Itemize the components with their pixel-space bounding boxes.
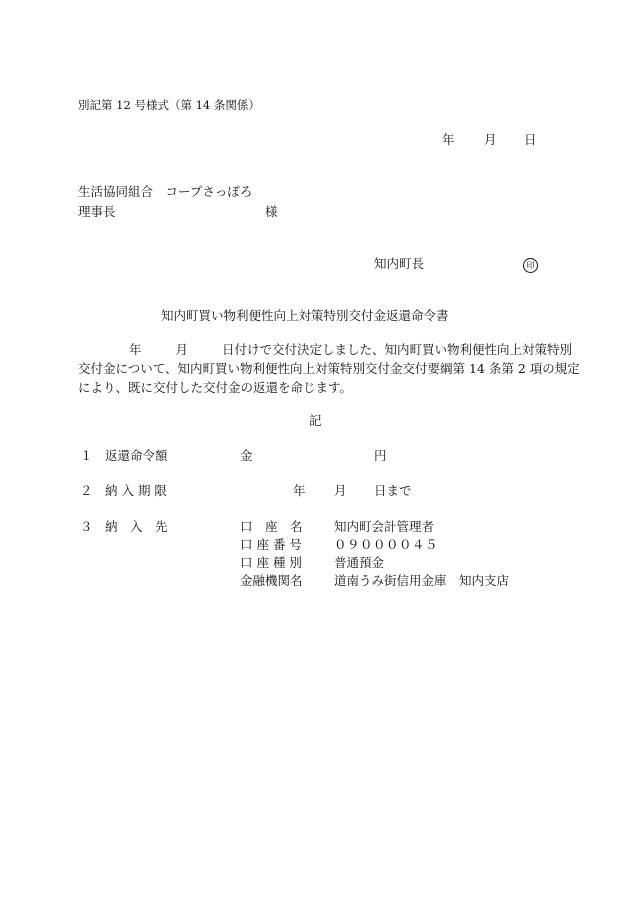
item2-day-until: 日まで <box>374 483 412 498</box>
seal-icon: 印 <box>523 258 538 273</box>
form-id: 別記第 12 号様式（第 14 条関係） <box>78 98 260 112</box>
item2-number: ２ <box>80 483 93 498</box>
item1-yen: 円 <box>374 448 387 463</box>
account-number-value: ０９００００４５ <box>334 537 439 552</box>
bank-name-key: 金融機関名 <box>240 573 303 588</box>
body-paragraph <box>78 340 581 397</box>
account-name-value: 知内町会計管理者 <box>334 519 435 534</box>
item2-month: 月 <box>334 483 347 498</box>
addressee-honorific: 様 <box>265 204 278 219</box>
issuer-name: 知内町長 <box>374 256 425 271</box>
item1-number: １ <box>80 448 93 463</box>
date-year: 年 <box>442 132 455 147</box>
account-type-value: 普通預金 <box>334 555 385 570</box>
body-year: 年 <box>129 342 142 357</box>
body-text: 日付けで交付決定しました、知内町買い物利便性向上対策特別交付金について、知内町買い物利便性向上対策特別交付金交付要綱第 14 条第 2 項の規定により、既に交付した交付金の返還を命じます。 <box>78 342 580 395</box>
account-name-key: 口 座 名 <box>240 519 303 534</box>
item3-label: 納 入 先 <box>105 519 168 534</box>
item1-label: 返還命令額 <box>105 448 168 463</box>
account-number-key: 口 座 番 号 <box>240 537 302 552</box>
document-title: 知内町買い物利便性向上対策特別交付金返還命令書 <box>161 308 449 323</box>
date-month: 月 <box>484 132 497 147</box>
item1-kin: 金 <box>240 448 253 463</box>
item2-label: 納 入 期 限 <box>105 483 167 498</box>
bank-name-value: 道南うみ街信用金庫 知内支店 <box>334 573 510 588</box>
item3-number: ３ <box>80 519 93 534</box>
body-month: 月 <box>175 342 189 357</box>
account-type-key: 口 座 種 別 <box>240 555 302 570</box>
item2-year: 年 <box>293 483 306 498</box>
ki-heading: 記 <box>309 413 322 428</box>
addressee-org: 生活協同組合 コープさっぽろ <box>78 184 253 199</box>
seal-mark <box>523 256 538 273</box>
addressee-title: 理事長 <box>78 204 116 219</box>
date-day: 日 <box>524 132 537 147</box>
